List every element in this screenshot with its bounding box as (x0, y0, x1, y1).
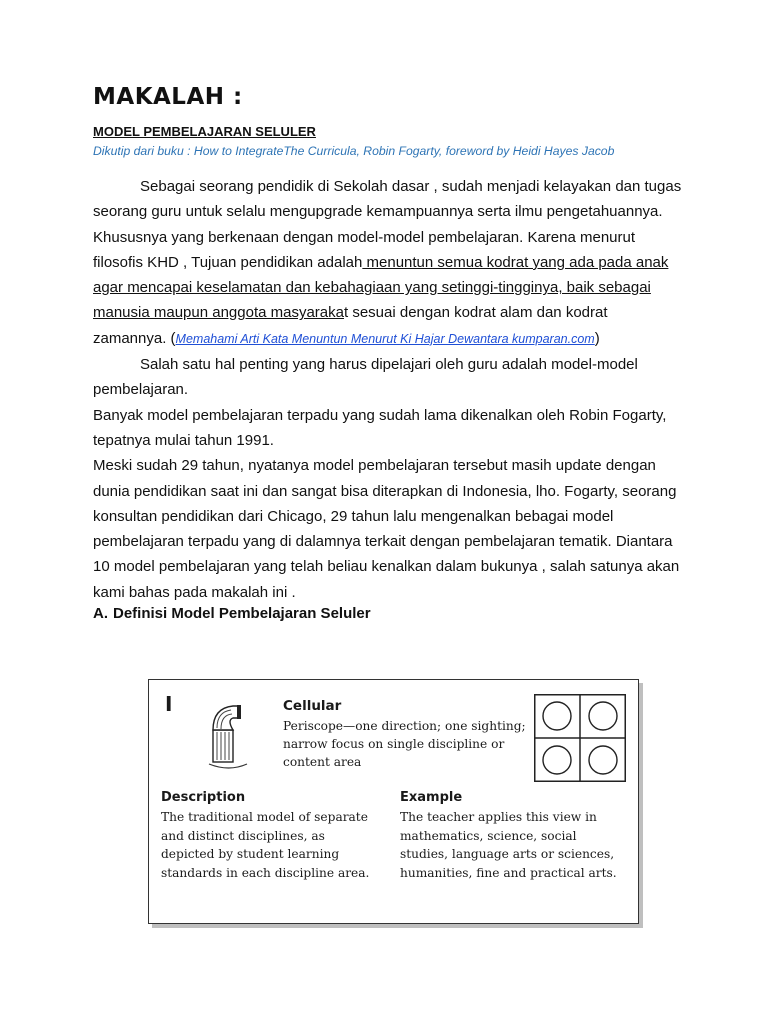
paragraph-2: Salah satu hal penting yang harus dipelajari oleh guru adalah model-model pembelajaran. (93, 356, 638, 399)
paragraph-1-underlined: menuntun semua kodrat yang ada pada anak agar mencapai keselamatan dan kebahagiaan yang setinggi-tingginya, baik sebagai manusia maupun anggota masyaraka (93, 253, 669, 322)
section-heading (93, 605, 683, 635)
paragraph-3: Banyak model pembelajaran terpadu yang sudah lama dikenalkan oleh Robin Fogarty, tepatnya mulai tahun 1991. (93, 406, 667, 449)
cellular-model-figure (148, 679, 639, 924)
figure-heading: Cellular (283, 698, 342, 714)
figure-number: I (165, 692, 173, 716)
document-title: MAKALAH : (93, 84, 243, 110)
example-heading: Example (400, 790, 463, 805)
paragraph-1-text-a: Sebagai seorang pendidik di Sekolah dasar , sudah menjadi kelayakan dan tugas seorang guru untuk selalu mengupgrade kemampuannya serta ilmu pengetahuannya. Khususnya yang berkenaan dengan model-model pembelajaran. Karena menurut filosofis KHD , Tujuan pendidikan adalah (93, 178, 682, 271)
four-cells-icon (534, 694, 626, 782)
paragraph-1-close: ) (594, 329, 600, 347)
figure-description: Periscope—one direction; one sighting; narrow focus on single discipline or content area (283, 719, 526, 769)
source-citation: Dikutip dari buku : How to IntegrateThe Curricula, Robin Fogarty, foreword by Heidi Hayes Jacob (93, 144, 615, 158)
description-heading: Description (161, 790, 246, 805)
periscope-icon (199, 702, 259, 772)
section-title: Definisi Model Pembelajaran Seluler (113, 605, 371, 623)
document-subtitle: MODEL PEMBELAJARAN SELULER (93, 124, 316, 139)
section-number: A. (93, 605, 108, 623)
paragraph-4: Meski sudah 29 tahun, nyatanya model pembelajaran tersebut masih update dengan dunia pendidikan saat ini dan sangat bisa diterapkan di Indonesia, lho. Fogarty, seorang konsultan pendidikan dari Chicago, 29 tahun lalu mengenalkan bebagai model pembelajaran terpadu yang di dalamnya terkait dengan pembelajaran tematik. Diantara 10 model pembelajaran yang telah beliau kenalkan dalam bukunya , salah satunya akan kami bahas pada makalah ini . (93, 457, 680, 601)
example-text: The teacher applies this view in mathematics, science, social studies, language arts or sciences, humanities, fine and practical arts. (400, 810, 617, 880)
paragraph-1-text-b: t sesuai dengan kodrat alam dan kodrat zamannya. ( (93, 304, 608, 347)
document-body (93, 174, 683, 605)
reference-link[interactable]: Memahami Arti Kata Menuntun Menurut Ki Hajar Dewantara kumparan.com (175, 331, 595, 346)
document-page (93, 84, 683, 635)
paragraph-1 (93, 174, 683, 352)
description-text: The traditional model of separate and distinct disciplines, as depicted by student learning standards in each discipline area. (161, 810, 370, 880)
